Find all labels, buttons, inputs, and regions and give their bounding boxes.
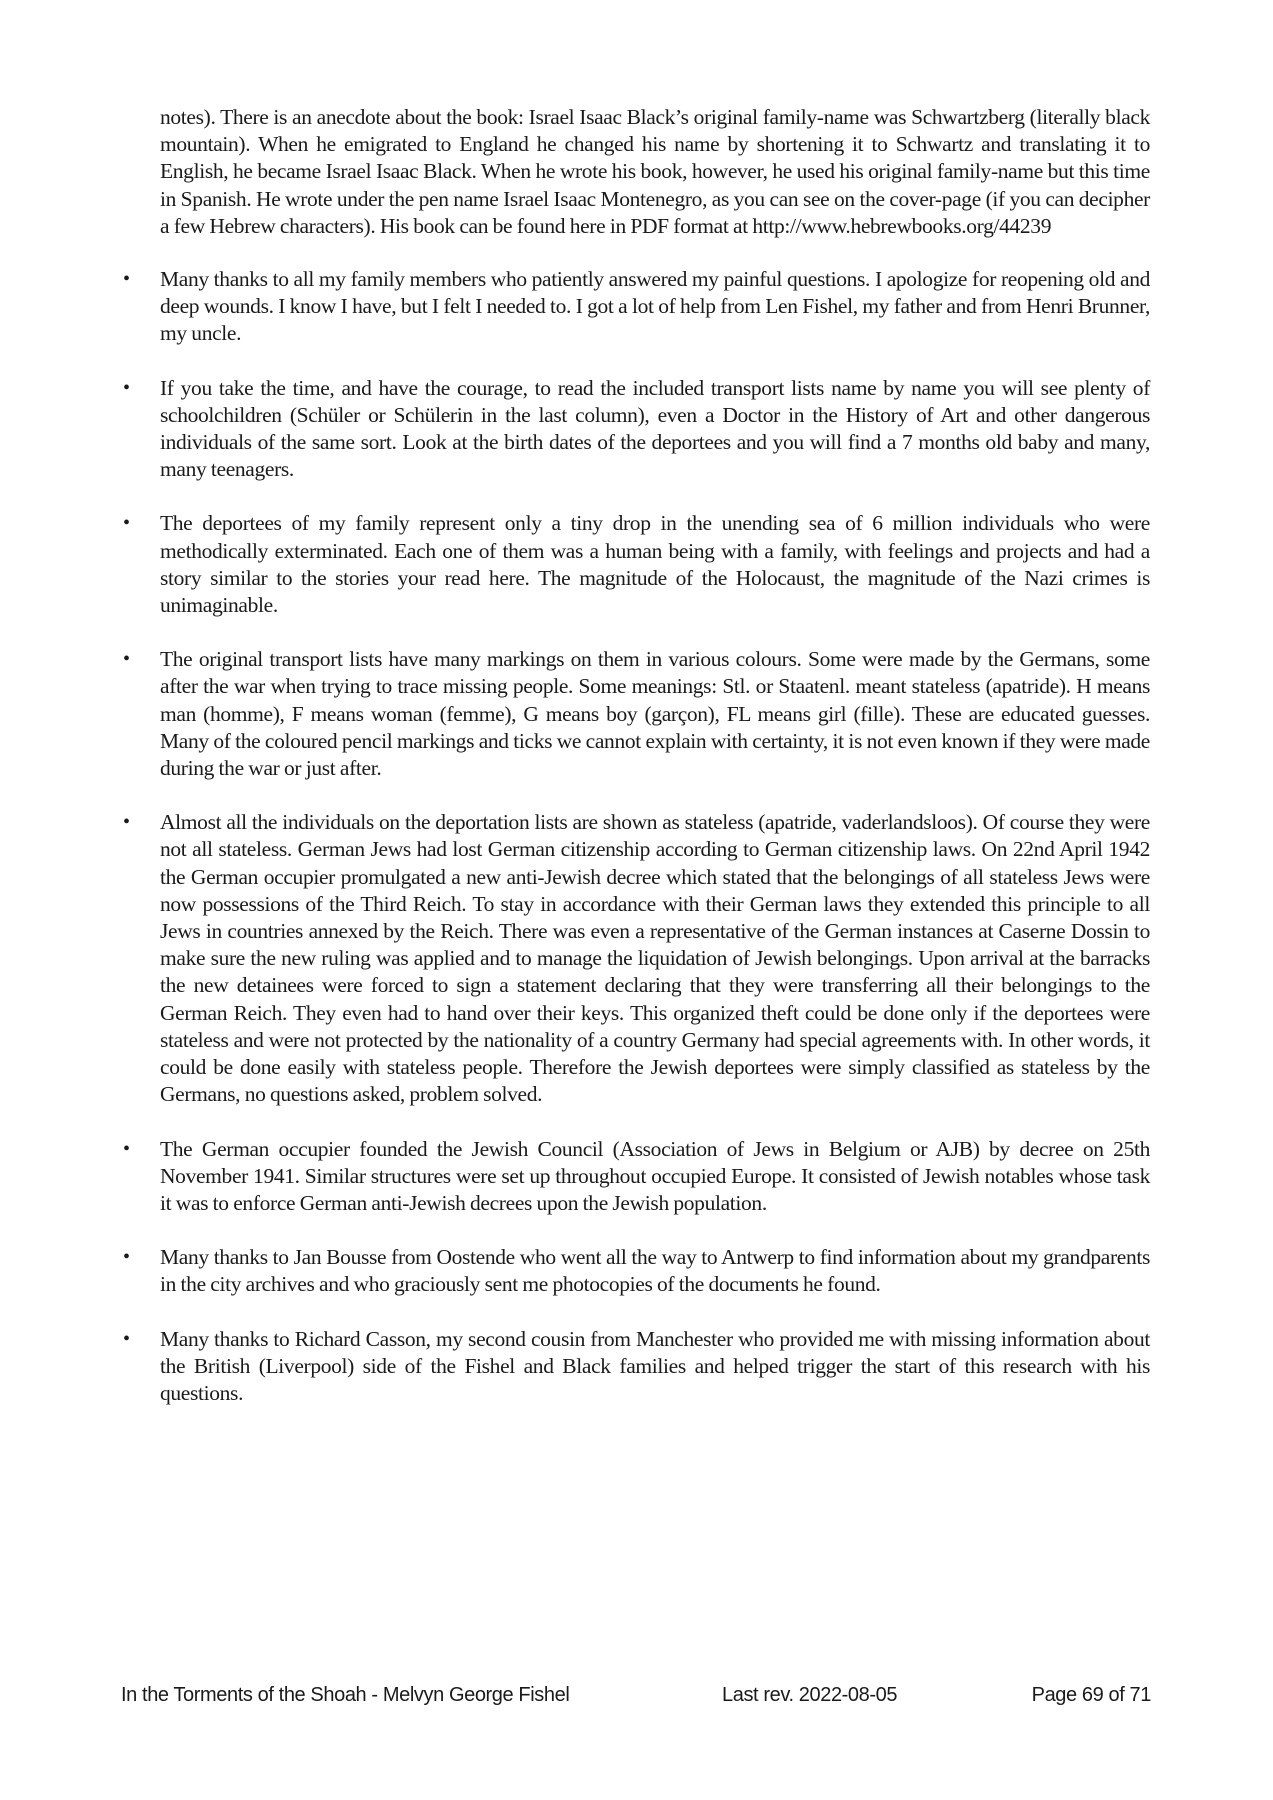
bullet-item-transport-lists [123,375,1150,484]
bullet-item-stateless [123,809,1150,1108]
bullet-item-family-thanks [123,266,1150,348]
bullet-icon: • [123,1327,130,1350]
footer-page-number: Page 69 of 71 [1031,1684,1151,1706]
bullet-text: The original transport lists have many markings on them in various colours. Some were made by the Germans, some after the war when trying to trace missing people. Some meanings: Stl. or Staatenl. meant stateless (apatride). H means man (homme), F means woman (femme), G means boy (garçon), FL means girl (fille). These are educated guesses. Many of the coloured pencil markings and ticks we cannot explain with certainty, it is not even known if they were made during the war or just after. [160,647,1150,781]
bullet-item-richard-casson [123,1326,1150,1408]
bullet-text: Many thanks to Richard Casson, my second cousin from Manchester who provided me with missing information about the British (Liverpool) side of the Fishel and Black families and helped trigger the start of this research with his questions. [160,1326,1150,1405]
bullet-icon: • [123,512,130,535]
bullet-item-markings [123,646,1150,782]
bullet-text: Almost all the individuals on the deportation lists are shown as stateless (apatride, vaderlandsloos). Of course they were not all stateless. German Jews had lost German citizenship according to German citizenship laws. On 22nd April 1942 the German occupier promulgated a new anti-Jewish decree which stated that the belongings of all stateless Jews were now possessions of the Third Reich. To stay in accordance with their German laws they extended this principle to all Jews in countries annexed by the Reich. There was even a representative of the German instances at Caserne Dossin to make sure the new ruling was applied and to manage the liquidation of Jewish belongings. Upon arrival at the barracks the new detainees were forced to sign a statement declaring that they were transferring all their belongings to the German Reich. They even had to hand over their keys. This organized theft could be done only if the deportees were stateless and were not protected by the nationality of a country Germany had special agreements with. In other words, it could be done easily with stateless people. Therefore the Jewish deportees were simply classified as stateless by the Germans, no questions asked, problem solved. [160,810,1150,1107]
bullet-text: Many thanks to all my family members who patiently answered my painful questions. I apologize for reopening old and deep wounds. I know I have, but I felt I needed to. I got a lot of help from Len Fishel, my father and from Henri Brunner, my uncle. [160,267,1150,346]
bullet-icon: • [123,1246,130,1269]
bullet-icon: • [123,811,130,834]
intro-paragraph: notes). There is an anecdote about the book: Israel Isaac Black’s original family-name was Schwartzberg (literally black mountain). When he emigrated to England he changed his name by shortening it to Schwartz and translating it to English, he became Israel Isaac Black. When he wrote his book, however, he used his original family-name but this time in Spanish. He wrote under the pen name Israel Isaac Montenegro, as you can see on the cover-page (if you can decipher a few Hebrew characters). His book can be found here in PDF format at http://www.hebrewbooks.org/44239 [160,105,1150,238]
bullet-text: Many thanks to Jan Bousse from Oostende who went all the way to Antwerp to find information about my grandparents in the city archives and who graciously sent me photocopies of the documents he found. [160,1245,1150,1297]
bullet-item-jewish-council [123,1136,1150,1218]
bullet-item-six-million [123,510,1150,619]
page-footer [121,1681,1151,1709]
bullet-list [123,266,1150,1407]
bullet-item-jan-bousse [123,1244,1150,1298]
page-body [123,104,1150,1434]
footer-document-title: In the Torments of the Shoah - Melvyn George Fishel [121,1684,570,1706]
bullet-icon: • [123,268,130,291]
bullet-text: The deportees of my family represent only a tiny drop in the unending sea of 6 million individuals who were methodically exterminated. Each one of them was a human being with a family, with feelings and projects and had a story similar to the stories your read here. The magnitude of the Holocaust, the magnitude of the Nazi crimes is unimaginable. [160,511,1150,618]
bullet-text: The German occupier founded the Jewish Council (Association of Jews in Belgium or AJB) by decree on 25th November 1941. Similar structures were set up throughout occupied Europe. It consisted of Jewish notables whose task it was to enforce German anti-Jewish decrees upon the Jewish population. [160,1136,1150,1215]
bullet-text: If you take the time, and have the courage, to read the included transport lists name by name you will see plenty of schoolchildren (Schüler or Schülerin in the last column), even a Doctor in the History of Art and other dangerous individuals of the same sort. Look at the birth dates of the deportees and you will find a 7 months old baby and many, many teenagers. [160,375,1150,482]
bullet-icon: • [123,1137,130,1160]
bullet-icon: • [123,648,130,671]
footer-last-revision: Last rev. 2022-08-05 [722,1684,898,1706]
bullet-icon: • [123,376,130,399]
